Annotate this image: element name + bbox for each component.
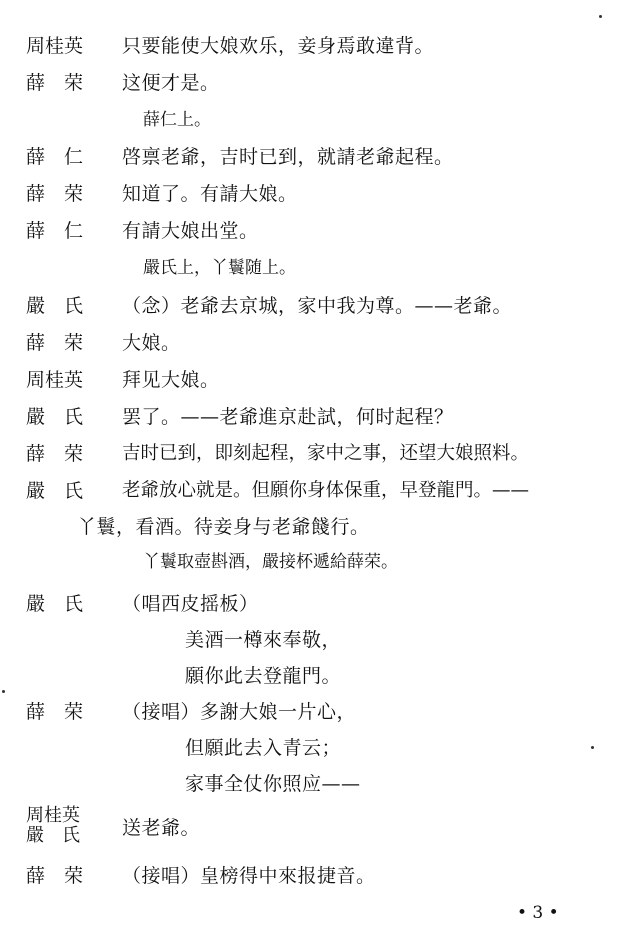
scan-speck [599, 15, 602, 18]
speaker-name: 薛 荣 [26, 865, 84, 887]
speaker-name: 薛 仁 [26, 146, 84, 168]
dialogue-text: 送老爺。 [122, 817, 201, 839]
scan-speck [2, 690, 5, 693]
verse-line: 但願此去入青云； [185, 737, 342, 759]
verse-line: 願你此去登龍門。 [185, 665, 342, 687]
dialogue-text: 知道了。有請大娘。 [122, 183, 298, 205]
speaker-name: 周桂英 [26, 369, 84, 391]
dialogue-text: 这便才是。 [122, 72, 220, 94]
page-number: • 3 • [517, 903, 559, 923]
scan-speck [591, 746, 594, 749]
dialogue-text: 拜见大娘。 [122, 369, 220, 391]
speaker-name: 嚴 氏 [26, 295, 84, 317]
speaker-name: 嚴 氏 [26, 825, 80, 846]
dialogue-text: 吉时已到，即刻起程，家中之事，还望大娘照料。 [122, 443, 530, 464]
verse-line: 美酒一樽來奉敬， [185, 629, 342, 651]
stage-direction: 嚴氏上，丫鬟随上。 [143, 258, 296, 278]
dialogue-text: （接唱）多謝大娘一片心， [122, 701, 357, 723]
dialogue-text: 只要能使大娘欢乐，妾身焉敢違背。 [122, 35, 435, 57]
dialogue-continuation: 丫鬟，看酒。待妾身与老爺餞行。 [77, 516, 370, 538]
dialogue-text: 老爺放心就是。但願你身体保重，早登龍門。—— [122, 480, 530, 501]
speaker-name: 薛 荣 [26, 443, 84, 465]
speaker-name: 周桂英 [26, 805, 80, 826]
dialogue-text: （唱西皮摇板） [122, 593, 259, 615]
dialogue-text: （念）老爺去京城，家中我为尊。——老爺。 [122, 295, 513, 317]
dialogue-text: （接唱）皇榜得中來报捷音。 [122, 865, 376, 887]
stage-direction: 丫鬟取壺斟酒，嚴接杯遞給薛荣。 [143, 552, 398, 572]
dialogue-text: 罢了。——老爺進京赴試，何时起程？ [122, 406, 454, 428]
speaker-name: 薛 荣 [26, 72, 84, 94]
speaker-name: 薛 荣 [26, 183, 84, 205]
speaker-name: 薛 仁 [26, 220, 84, 242]
speaker-name: 薛 荣 [26, 701, 84, 723]
dialogue-text: 啓禀老爺，吉时已到，就請老爺起程。 [122, 146, 454, 168]
speaker-name: 嚴 氏 [26, 480, 84, 502]
speaker-name: 周桂英 [26, 35, 84, 57]
speaker-name: 嚴 氏 [26, 406, 84, 428]
speaker-name: 薛 荣 [26, 332, 84, 354]
dialogue-text: 大娘。 [122, 332, 181, 354]
speaker-name: 嚴 氏 [26, 593, 84, 615]
dialogue-text: 有請大娘出堂。 [122, 220, 259, 242]
verse-line: 家事全仗你照应—— [185, 773, 361, 795]
stage-direction: 薛仁上。 [143, 110, 211, 130]
